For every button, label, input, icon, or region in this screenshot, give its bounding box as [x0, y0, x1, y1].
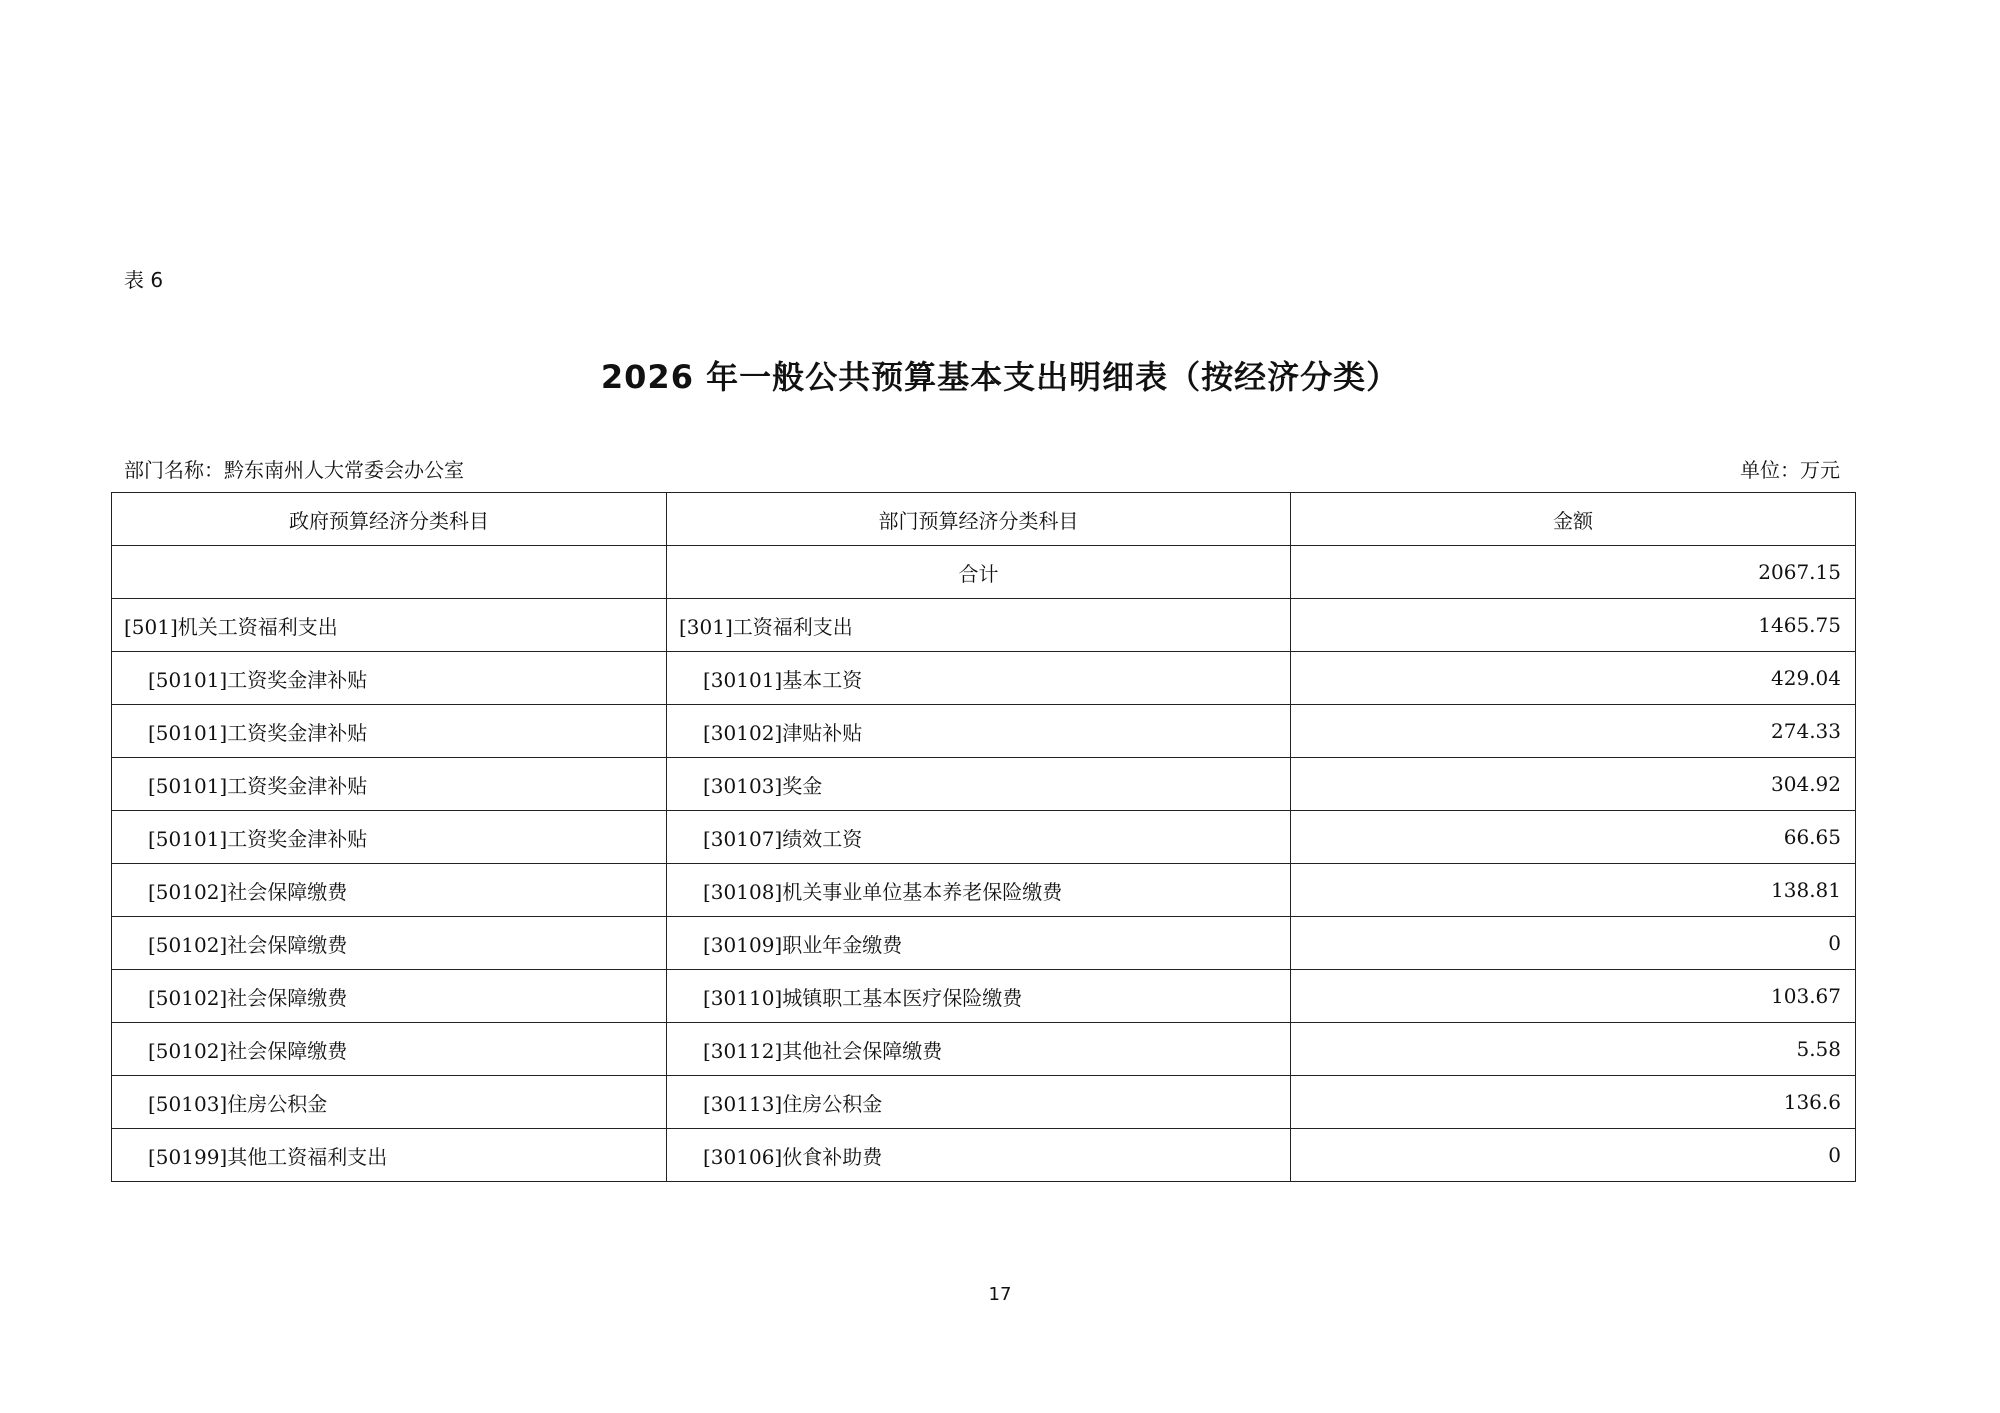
amount-cell: 103.67	[1291, 970, 1856, 1023]
dept-category-cell: [30102]津贴补贴	[667, 705, 1291, 758]
gov-category-cell	[112, 546, 667, 599]
table-row	[112, 1023, 1856, 1076]
gov-category-cell: [50101]工资奖金津补贴	[112, 758, 667, 811]
dept-category-cell: [301]工资福利支出	[667, 599, 1291, 652]
header-dept-category: 部门预算经济分类科目	[667, 493, 1291, 546]
amount-cell: 274.33	[1291, 705, 1856, 758]
amount-cell: 5.58	[1291, 1023, 1856, 1076]
table-row	[112, 864, 1856, 917]
amount-cell: 66.65	[1291, 811, 1856, 864]
table-row	[112, 1076, 1856, 1129]
dept-category-cell: [30103]奖金	[667, 758, 1291, 811]
gov-category-cell: [50199]其他工资福利支出	[112, 1129, 667, 1182]
table-row	[112, 811, 1856, 864]
gov-category-cell: [50103]住房公积金	[112, 1076, 667, 1129]
budget-table	[111, 492, 1856, 1182]
table-row-total	[112, 546, 1856, 599]
gov-category-cell: [50101]工资奖金津补贴	[112, 705, 667, 758]
page-title: 2026 年一般公共预算基本支出明细表（按经济分类）	[600, 358, 1400, 396]
table-row	[112, 758, 1856, 811]
table-row	[112, 970, 1856, 1023]
header-gov-category: 政府预算经济分类科目	[112, 493, 667, 546]
table-row	[112, 652, 1856, 705]
page-number: 17	[988, 1284, 1012, 1305]
table-row	[112, 599, 1856, 652]
total-label-cell: 合计	[667, 546, 1291, 599]
table-row	[112, 917, 1856, 970]
table-row	[112, 1129, 1856, 1182]
gov-category-cell: [50102]社会保障缴费	[112, 864, 667, 917]
amount-cell: 0	[1291, 1129, 1856, 1182]
gov-category-cell: [50102]社会保障缴费	[112, 1023, 667, 1076]
gov-category-cell: [50101]工资奖金津补贴	[112, 811, 667, 864]
total-amount-cell: 2067.15	[1291, 546, 1856, 599]
amount-cell: 0	[1291, 917, 1856, 970]
gov-category-cell: [501]机关工资福利支出	[112, 599, 667, 652]
header-amount: 金额	[1291, 493, 1856, 546]
table-label: 表 6	[124, 268, 164, 292]
amount-cell: 138.81	[1291, 864, 1856, 917]
dept-category-cell: [30107]绩效工资	[667, 811, 1291, 864]
table-header-row	[112, 493, 1856, 546]
dept-category-cell: [30110]城镇职工基本医疗保险缴费	[667, 970, 1291, 1023]
dept-category-cell: [30101]基本工资	[667, 652, 1291, 705]
unit-label: 单位：万元	[1740, 458, 1840, 482]
department-name: 部门名称：黔东南州人大常委会办公室	[124, 458, 464, 482]
dept-category-cell: [30109]职业年金缴费	[667, 917, 1291, 970]
dept-category-cell: [30106]伙食补助费	[667, 1129, 1291, 1182]
gov-category-cell: [50101]工资奖金津补贴	[112, 652, 667, 705]
dept-category-cell: [30113]住房公积金	[667, 1076, 1291, 1129]
amount-cell: 1465.75	[1291, 599, 1856, 652]
amount-cell: 304.92	[1291, 758, 1856, 811]
amount-cell: 429.04	[1291, 652, 1856, 705]
dept-category-cell: [30108]机关事业单位基本养老保险缴费	[667, 864, 1291, 917]
dept-category-cell: [30112]其他社会保障缴费	[667, 1023, 1291, 1076]
amount-cell: 136.6	[1291, 1076, 1856, 1129]
gov-category-cell: [50102]社会保障缴费	[112, 970, 667, 1023]
gov-category-cell: [50102]社会保障缴费	[112, 917, 667, 970]
table-row	[112, 705, 1856, 758]
